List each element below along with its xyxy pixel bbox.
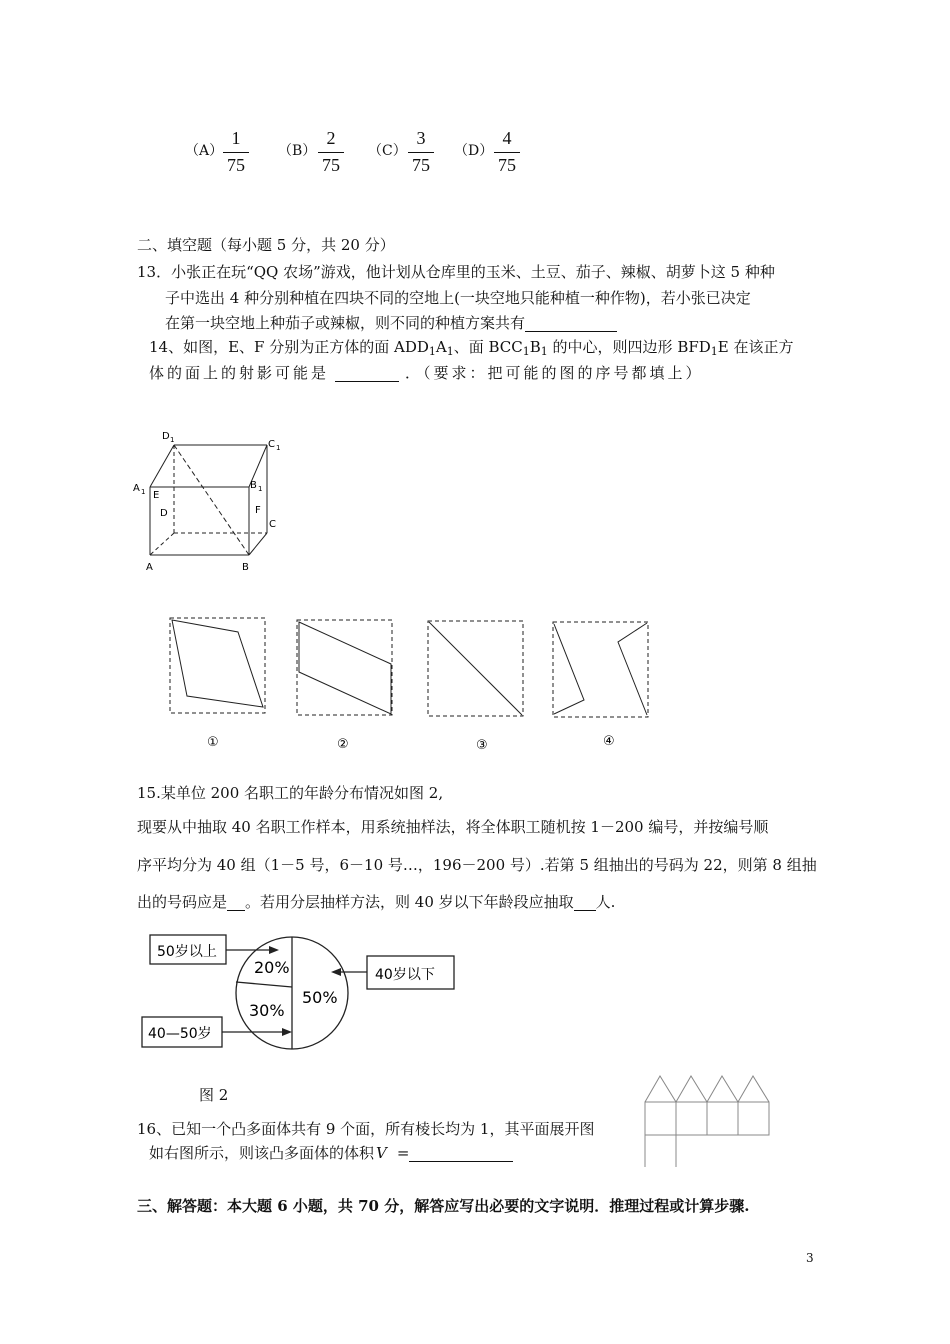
q15-text-b: 。若用分层抽样方法，则 40 岁以下年龄段应抽取: [245, 893, 574, 911]
subscript: 1: [522, 345, 530, 358]
label-a1: A: [133, 483, 140, 494]
fraction-bar: [318, 152, 344, 153]
numerator: 3: [416, 128, 426, 148]
subscript: 1: [446, 345, 454, 358]
q15-line1: 15.某单位 200 名职工的年龄分布情况如图 2,: [137, 784, 444, 802]
subscript: 1: [428, 345, 436, 358]
q15-text-c: 人.: [595, 893, 616, 911]
cube-figure: [128, 425, 288, 575]
option-label-1: ①: [207, 735, 219, 750]
q14-text-h: ．（要求：把可能的图的序号都填上）: [405, 364, 704, 382]
choice-label: （D）: [454, 143, 494, 159]
answer-blank: [574, 895, 596, 911]
label-d1: D: [162, 431, 170, 442]
subscript: 1: [710, 345, 718, 358]
q14-line2: [149, 366, 704, 382]
numerator: 2: [326, 128, 336, 148]
fraction-bar: [223, 152, 249, 153]
q14-text-g: 体的面上的射影可能是: [149, 364, 330, 382]
label-e: E: [153, 490, 160, 501]
fraction-bar: [408, 152, 434, 153]
equals-sign: =: [396, 1144, 410, 1162]
choice-label: （B）: [278, 143, 317, 159]
q14-text-c: 、面 BCC: [453, 338, 523, 356]
fraction: [223, 128, 249, 176]
choice-label: （C）: [368, 143, 407, 159]
q16-text: 如右图所示，则该凸多面体的体积: [149, 1144, 375, 1162]
fraction: [408, 128, 434, 176]
q13-line2: 子中选出 4 种分别种植在四块不同的空地上(一块空地只能种植一种作物)，若小张已决定: [165, 289, 751, 307]
denominator: 75: [322, 155, 340, 175]
option-label-4: ④: [603, 734, 615, 749]
q13-line1: 13．小张正在玩“QQ 农场”游戏，他计划从仓库里的玉米、土豆、茄子、辣椒、胡萝卜这 5 种种: [137, 263, 775, 281]
pie-pct-50: 50%: [302, 988, 338, 1007]
denominator: 75: [498, 155, 516, 175]
q14-text-b: A: [435, 338, 447, 356]
option-label-2: ②: [337, 737, 349, 752]
projection-options: [160, 612, 660, 757]
label-d: D: [160, 508, 168, 519]
q16-line2: [149, 1146, 513, 1162]
choice-label: （A）: [185, 143, 224, 159]
label-f: F: [255, 505, 261, 516]
q15-line3: 序平均分为 40 组（1－5 号，6－10 号…，196－200 号）.若第 5 组抽出的号码为 22，则第 8 组抽: [137, 856, 817, 874]
label-a: A: [146, 562, 153, 573]
section2-heading: 二、填空题（每小题 5 分，共 20 分）: [137, 236, 395, 254]
denominator: 75: [412, 155, 430, 175]
pie-pct-30: 30%: [249, 1001, 285, 1020]
pie-label-over50: 50岁以上: [157, 944, 217, 960]
q14-text-f: E 在该正方: [717, 338, 794, 356]
polyhedron-net: [640, 1072, 775, 1170]
section3-heading: 三、解答题：本大题 6 小题，共 70 分，解答应写出必要的文字说明．推理过程或计算步骤.: [137, 1197, 750, 1215]
q14-text-d: B: [529, 338, 541, 356]
denominator: 75: [227, 155, 245, 175]
answer-blank: [335, 366, 399, 382]
answer-blank: [227, 895, 245, 911]
label-b: B: [242, 562, 249, 573]
q15-text-a: 出的号码应是: [137, 893, 228, 911]
option-label-3: ③: [476, 738, 488, 753]
q14-text-e: 的中心，则四边形 BFD: [547, 338, 711, 356]
figure-caption: 图 2: [199, 1086, 229, 1104]
answer-blank: [409, 1146, 513, 1162]
page-number: 3: [806, 1251, 814, 1265]
pie-pct-20: 20%: [254, 958, 290, 977]
q15-line4: [137, 895, 615, 911]
q14-line1: [149, 338, 794, 358]
q14-text-a: 14、如图，E、F 分别为正方体的面 ADD: [149, 338, 429, 356]
label-c1: C: [268, 439, 275, 450]
q15-line2: 现要从中抽取 40 名职工作样本，用系统抽样法，将全体职工随机按 1－200 编号，并按编号顺: [137, 818, 769, 836]
pie-label-40-50: 40—50岁: [148, 1026, 212, 1042]
volume-symbol: V: [376, 1144, 387, 1162]
label-sub: 1: [141, 488, 146, 496]
subscript: 1: [540, 345, 548, 358]
pie-figure: [130, 925, 470, 1055]
label-c: C: [269, 519, 276, 530]
label-b1: B: [250, 480, 257, 491]
numerator: 4: [502, 128, 512, 148]
label-sub: 1: [170, 436, 175, 444]
pie-label-under40: 40岁以下: [375, 967, 435, 983]
fraction: [318, 128, 344, 176]
fraction: [494, 128, 520, 176]
label-sub: 1: [276, 444, 281, 452]
fraction-bar: [494, 152, 520, 153]
q13-line3-text: 在第一块空地上种茄子或辣椒，则不同的种植方案共有: [165, 314, 526, 332]
label-sub: 1: [258, 485, 263, 493]
numerator: 1: [231, 128, 241, 148]
answer-blank: [525, 316, 617, 332]
q16-line1: 16、已知一个凸多面体共有 9 个面，所有棱长均为 1，其平面展开图: [137, 1120, 595, 1138]
q13-line3: [165, 316, 617, 332]
